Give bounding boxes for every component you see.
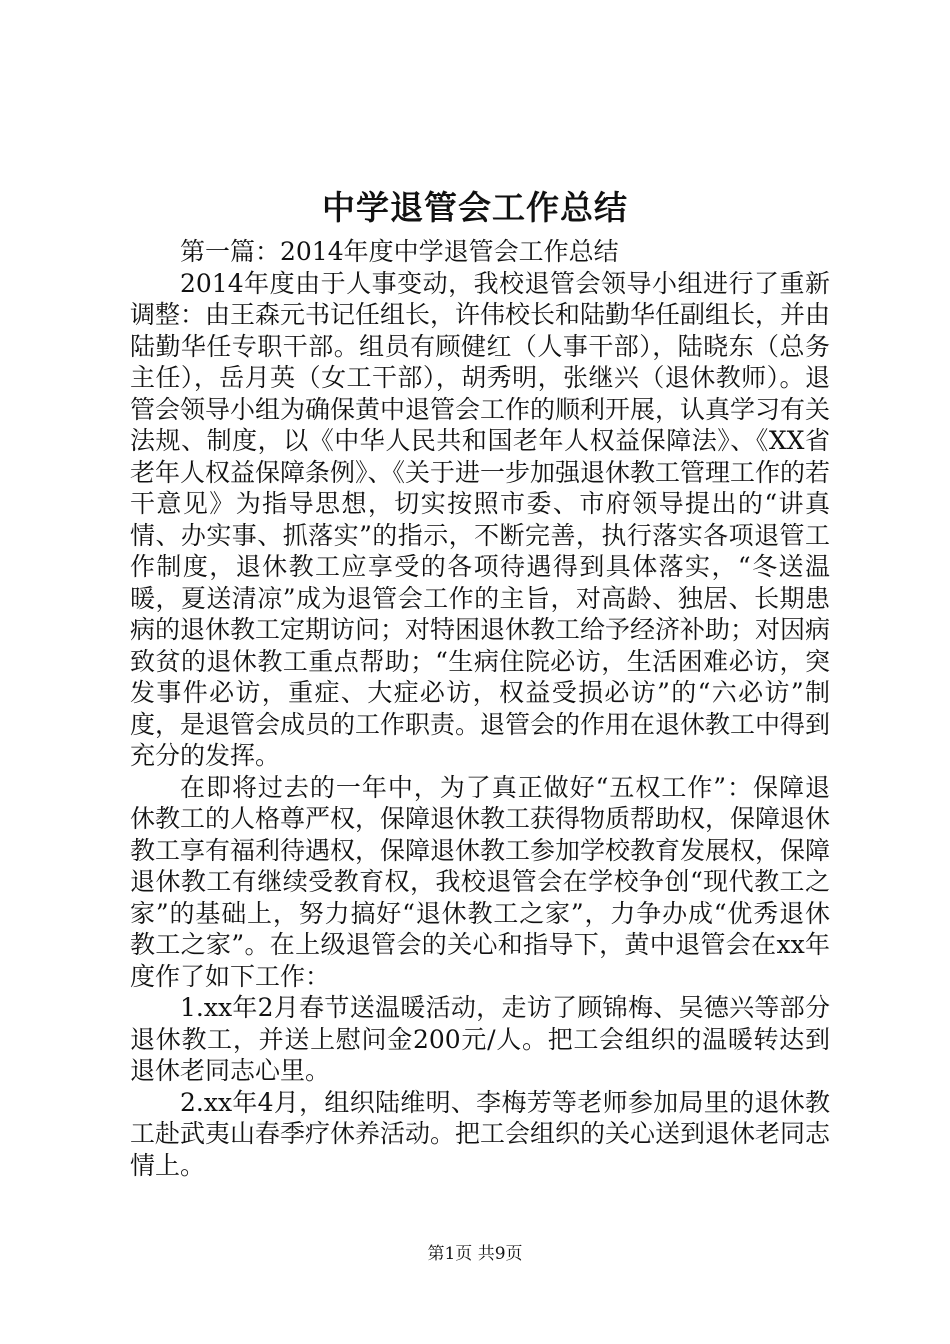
paragraph-1: 2014年度由于人事变动，我校退管会领导小组进行了重新调整：由王森元书记任组长，许伟校长和陆勤华任副组长，并由陆勤华任专职干部。组员有顾健红（人事干部），陆晓东（总务主任），岳月英（女工干部），胡秀明，张继兴（退休教师）。退管会领导小组为确保黄中退管会工作的顺利开展，认真学习有关法规、制度，以《中华人民共和国老年人权益保障法》、《XX省老年人权益保障条例》、《关于进一步加强退休教工管理工作的若干意见》为指导思想，切实按照市委、市府领导提出的“讲真情、办实事、抓落实”的指示，不断完善，执行落实各项退管工作制度，退休教工应享受的各项待遇得到具体落实，“冬送温暖，夏送清凉”成为退管会工作的主旨，对高龄、独居、长期患病的退休教工定期访问；对特困退休教工给予经济补助；对因病致贫的退休教工重点帮助；“生病住院必访，生活困难必访，突发事件必访，重症、大症必访，权益受损必访”的“六必访”制度，是退管会成员的工作职责。退管会的作用在退休教工中得到充分的发挥。 bbox=[130, 268, 831, 770]
document-title: 中学退管会工作总结 bbox=[322, 188, 628, 227]
paragraph-2: 在即将过去的一年中，为了真正做好“五权工作”：保障退休教工的人格尊严权，保障退休教工获得物质帮助权，保障退休教工享有福利待遇权，保障退休教工参加学校教育发展权，保障退休教工有继续受教育权，我校退管会在学校争创“现代教工之家”的基础上，努力搞好“退休教工之家”，力争办成“优秀退休教工之家”。在上级退管会的关心和指导下，黄中退管会在xx年度作了如下工作： bbox=[130, 772, 831, 991]
page-footer: 第1页 共9页 bbox=[427, 1244, 523, 1264]
document-body bbox=[130, 236, 830, 1181]
paragraph-3: 1.xx年2月春节送温暖活动，走访了顾锦梅、吴德兴等部分退休教工，并送上慰问金200元/人。把工会组织的温暖转达到退休老同志心里。 bbox=[130, 993, 830, 1085]
section-subtitle: 第一篇：2014年度中学退管会工作总结 bbox=[180, 237, 619, 266]
paragraph-4: 2.xx年4月，组织陆维明、李梅芳等老师参加局里的退休教工赴武夷山春季疗休养活动。把工会组织的关心送到退休老同志情上。 bbox=[130, 1087, 831, 1180]
